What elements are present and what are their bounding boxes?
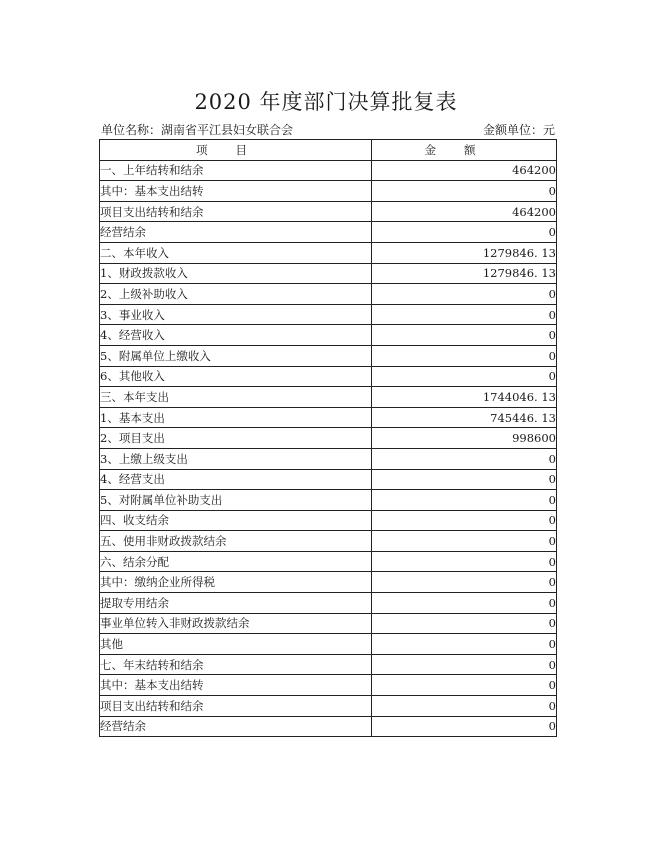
row-amount: 0 (372, 696, 557, 717)
row-amount: 0 (372, 304, 557, 325)
row-label: 提取专用结余 (100, 593, 372, 614)
row-amount: 0 (372, 593, 557, 614)
row-amount: 998600 (372, 428, 557, 449)
row-label: 其中：基本支出结转 (100, 675, 372, 696)
row-label: 四、收支结余 (100, 510, 372, 531)
row-amount: 0 (372, 222, 557, 243)
row-label: 1、财政拨款收入 (100, 263, 372, 284)
table-row (100, 490, 557, 511)
row-amount: 0 (372, 572, 557, 593)
table-row (100, 510, 557, 531)
table-row (100, 366, 557, 387)
row-label: 项目支出结转和结余 (100, 696, 372, 717)
row-amount: 0 (372, 675, 557, 696)
table-row (100, 345, 557, 366)
row-amount: 1279846. 13 (372, 242, 557, 263)
row-amount: 0 (372, 366, 557, 387)
table-row (100, 675, 557, 696)
row-label: 六、结余分配 (100, 551, 372, 572)
row-label: 其中：基本支出结转 (100, 181, 372, 202)
table-row (100, 407, 557, 428)
column-header-amount: 金额 (372, 140, 557, 161)
row-label: 其中：缴纳企业所得税 (100, 572, 372, 593)
table-row (100, 387, 557, 408)
row-amount: 0 (372, 284, 557, 305)
row-amount: 1744046. 13 (372, 387, 557, 408)
table-row (100, 325, 557, 346)
row-amount: 464200 (372, 201, 557, 222)
table-row (100, 572, 557, 593)
table-row (100, 551, 557, 572)
table-row (100, 284, 557, 305)
unit-name-line: 单位名称：湖南省平江县妇女联合会 (101, 123, 294, 137)
row-amount: 0 (372, 469, 557, 490)
row-label: 3、事业收入 (100, 304, 372, 325)
row-amount: 0 (372, 490, 557, 511)
table-row (100, 448, 557, 469)
row-amount: 0 (372, 345, 557, 366)
row-label: 1、基本支出 (100, 407, 372, 428)
budget-approval-table (99, 139, 557, 737)
row-label: 其他 (100, 634, 372, 655)
table-row (100, 263, 557, 284)
row-label: 一、上年结转和结余 (100, 160, 372, 181)
table-row (100, 696, 557, 717)
table-row (100, 531, 557, 552)
table-row (100, 160, 557, 181)
row-label: 2、项目支出 (100, 428, 372, 449)
row-amount: 0 (372, 654, 557, 675)
row-label: 5、对附属单位补助支出 (100, 490, 372, 511)
row-amount: 0 (372, 634, 557, 655)
currency-unit-line: 金额单位：元 (483, 123, 556, 137)
row-amount: 0 (372, 531, 557, 552)
table-header-row (100, 140, 557, 161)
row-label: 经营结余 (100, 716, 372, 737)
table-row (100, 593, 557, 614)
row-amount: 0 (372, 448, 557, 469)
table-row (100, 634, 557, 655)
row-amount: 0 (372, 325, 557, 346)
table-row (100, 242, 557, 263)
row-label: 事业单位转入非财政拨款结余 (100, 613, 372, 634)
row-amount: 1279846. 13 (372, 263, 557, 284)
table-row (100, 181, 557, 202)
table-row (100, 716, 557, 737)
row-amount: 0 (372, 181, 557, 202)
row-amount: 0 (372, 551, 557, 572)
row-label: 五、使用非财政拨款结余 (100, 531, 372, 552)
row-label: 6、其他收入 (100, 366, 372, 387)
table-row (100, 304, 557, 325)
table-row (100, 654, 557, 675)
row-label: 二、本年收入 (100, 242, 372, 263)
table-row (100, 222, 557, 243)
row-amount: 0 (372, 716, 557, 737)
row-label: 2、上级补助收入 (100, 284, 372, 305)
row-label: 4、经营收入 (100, 325, 372, 346)
table-row (100, 613, 557, 634)
row-amount: 0 (372, 510, 557, 531)
row-amount: 0 (372, 613, 557, 634)
table-row (100, 469, 557, 490)
row-amount: 745446. 13 (372, 407, 557, 428)
row-label: 3、上缴上级支出 (100, 448, 372, 469)
row-label: 七、年末结转和结余 (100, 654, 372, 675)
row-label: 三、本年支出 (100, 387, 372, 408)
page-title: 2020 年度部门决算批复表 (194, 90, 458, 114)
row-label: 4、经营支出 (100, 469, 372, 490)
row-label: 经营结余 (100, 222, 372, 243)
row-label: 项目支出结转和结余 (100, 201, 372, 222)
row-label: 5、附属单位上缴收入 (100, 345, 372, 366)
table-row (100, 201, 557, 222)
table-row (100, 428, 557, 449)
row-amount: 464200 (372, 160, 557, 181)
column-header-item: 项目 (100, 140, 372, 161)
